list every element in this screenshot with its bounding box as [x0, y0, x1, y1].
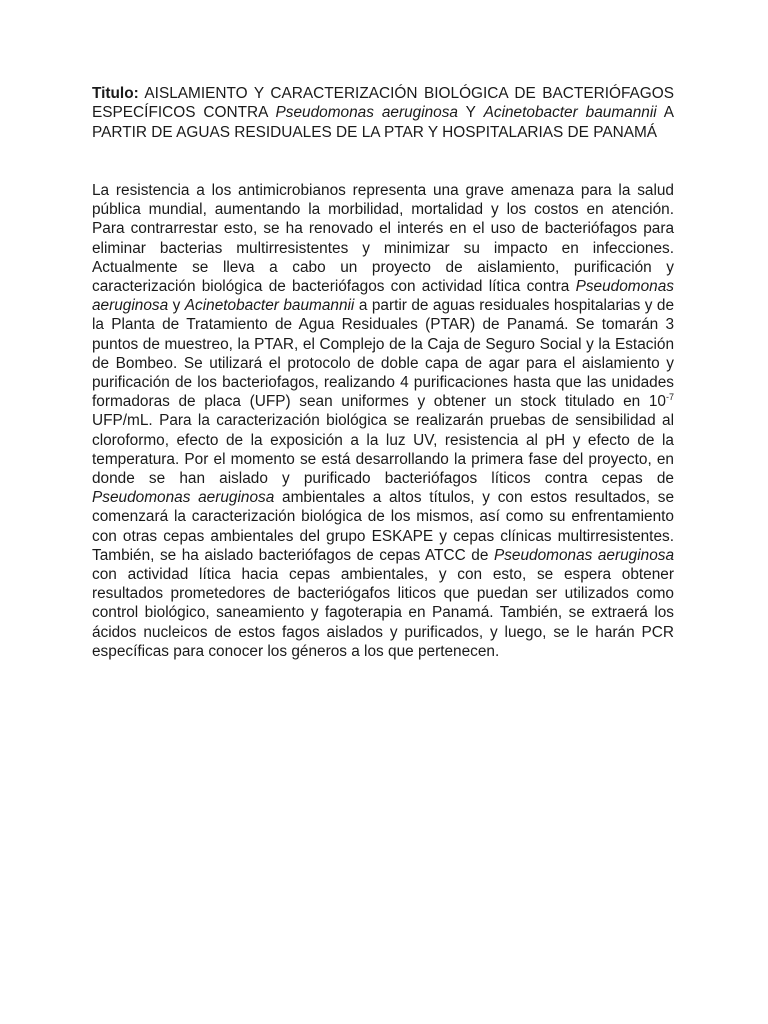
title-text-part1: AISLAMIENTO Y CARACTERIZACIÓN BIOLÓGICA DE BACTERIÓFAGOS ESPECÍFICOS CONTRA	[92, 85, 674, 122]
abstract-paragraph	[92, 181, 674, 661]
abstract-species-3: Pseudomonas aeruginosa	[92, 489, 275, 507]
title-label: Titulo:	[92, 85, 139, 102]
title-species-acinetobacter: Acinetobacter baumannii	[483, 104, 657, 122]
document-page	[92, 84, 674, 661]
abstract-text-2: y	[172, 297, 181, 315]
exponent: -7	[665, 392, 674, 402]
abstract-species-1: Pseudomonas aeruginosa	[92, 277, 674, 315]
title-species-pseudomonas: Pseudomonas aeruginosa	[275, 104, 458, 122]
abstract-text-4: UFP/mL. Para la caracterización biológica se realizarán pruebas de sensibilidad al cloroformo, efecto de la exposición a la luz UV, resistencia al pH y efecto de la temperatura. Por el momento se está desarrollando la primera fase del proyecto, en donde se han aislado y purificado bacteriófagos líticos contra cepas de	[92, 412, 674, 487]
abstract-text-6: con actividad lítica hacia cepas ambientales, y con esto, se espera obtener resultados prometedores de bacteriógafos liticos que puedan ser utilizados como control biológico, saneamiento y fagoterapia en Panamá. También, se extraerá los ácidos nucleicos de estos fagos aislados y purificados, y luego, se le harán PCR específicas para conocer los géneros a los que pertenecen.	[92, 565, 674, 660]
title-joiner: Y	[465, 104, 476, 122]
abstract-text-5: ambientales a altos títulos, y con estos resultados, se comenzará la caracterización biológica de los mismos, así como su enfrentamiento con otras cepas ambientales del grupo ESKAPE y cepas clínicas multirresistentes. También, se ha aislado bacteriófagos de cepas ATCC de	[92, 489, 675, 564]
abstract-species-4: Pseudomonas aeruginosa	[493, 546, 675, 564]
document-title	[92, 84, 674, 142]
abstract-text-1: La resistencia a los antimicrobianos representa una grave amenaza para la salud pública mundial, aumentando la morbilidad, mortalidad y los costos en atención. Para contrarrestar esto, se ha renovado el interés en el uso de bacteriófagos para eliminar bacterias multirresistentes y minimizar su impacto en infecciones. Actualmente se lleva a cabo un proyecto de aislamiento, purificación y caracterización biológica de bacteriófagos con actividad lítica contra	[92, 181, 674, 295]
abstract-species-2: Acinetobacter baumannii	[184, 297, 355, 315]
title-text-part2: A PARTIR DE AGUAS RESIDUALES DE LA PTAR Y HOSPITALARIAS DE PANAMÁ	[92, 104, 675, 141]
abstract-text-3: a partir de aguas residuales hospitalarias y de la Planta de Tratamiento de Agua Residuales (PTAR) de Panamá. Se tomarán 3 puntos de muestreo, la PTAR, el Complejo de la Caja de Seguro Social y la Estación de Bombeo. Se utilizará el protocolo de doble capa de agar para el aislamiento y purificación de los bacteriofagos, realizando 4 purificaciones hasta que las unidades formadoras de placa (UFP) sean uniformes y obtener un stock titulado en 10	[92, 297, 674, 411]
